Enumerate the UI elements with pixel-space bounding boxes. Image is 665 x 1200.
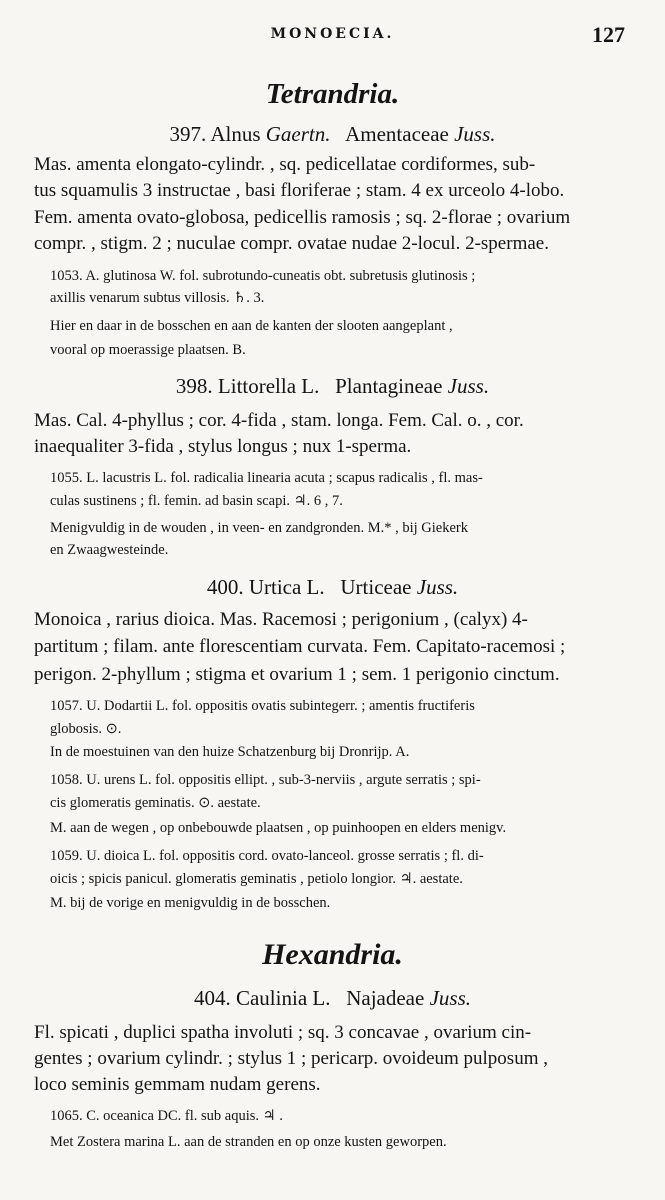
genus-number: 404. [193,986,231,1010]
genus-number: 398. [175,374,213,398]
species-entry-line: 1055. L. lacustris L. fol. radicalia linearia acuta ; scapus radicalis , fl. mas- [50,470,483,486]
genus-description-line: partitum ; filam. ante florescentiam curvata. Fem. Capitato-racemosi ; [34,636,566,657]
species-entry-line: 1059. U. dioica L. fol. oppositis cord. ovato-lanceol. grosse serratis ; fl. di- [50,848,484,864]
species-entry-line: oicis ; spicis panicul. glomeratis geminatis , petiolo longior. ♃. aestate. [50,871,463,887]
genus-description-line: Fem. amenta ovato-globosa, pedicellis ramosis ; sq. 2-florae ; ovarium [34,207,571,228]
species-entry-line: 1057. U. Dodartii L. fol. oppositis ovatis subintegerr. ; amentis fructiferis [50,698,475,714]
genus-heading-littorella [0,374,665,399]
genus-name: Littorella L. [217,374,320,398]
species-entry-line: globosis. ⊙. [50,721,122,737]
species-entry-line: culas sustinens ; fl. femin. ad basin scapi. ♃. 6 , 7. [50,493,343,509]
genus-description-line: inaequaliter 3-fida , stylus longus ; nux 1-sperma. [34,436,412,457]
species-entry-line: 1053. A. glutinosa W. fol. subrotundo-cuneatis obt. subretusis glutinosis ; [50,268,476,284]
genus-description-line: Monoica , rarius dioica. Mas. Racemosi ; perigonium , (calyx) 4- [34,609,528,630]
genus-number: 397. [169,122,207,146]
genus-name: Urtica L. [248,575,325,599]
genus-name: Caulinia L. [235,986,331,1010]
species-locality-line: Met Zostera marina L. aan de stranden en op onze kusten geworpen. [50,1134,447,1150]
genus-author: Gaertn. [265,122,331,146]
genus-description-line: compr. , stigm. 2 ; nuculae compr. ovatae nudae 2-locul. 2-spermae. [34,233,549,254]
genus-heading-caulinia [0,986,665,1011]
family-name: Urticeae [340,575,412,599]
genus-description-line: Mas. Cal. 4-phyllus ; cor. 4-fida , stam. longa. Fem. Cal. o. , cor. [34,410,524,431]
species-entry-line: cis glomeratis geminatis. ⊙. aestate. [50,795,261,811]
running-title: MONOECIA. [270,26,395,42]
family-author: Juss. [447,374,490,398]
genus-description-line: Mas. amenta elongato-cylindr. , sq. pedicellatae cordiformes, sub- [34,154,536,175]
page-number: 127 [592,22,625,47]
genus-heading-urtica [0,575,665,600]
species-entry-line: axillis venarum subtus villosis. ♄. 3. [50,290,265,306]
genus-description-line: loco seminis gemmam nudam gerens. [34,1074,321,1095]
genus-description-line: gentes ; ovarium cylindr. ; stylus 1 ; pericarp. ovoideum pulposum , [34,1048,548,1069]
species-locality-line: M. aan de wegen , op onbebouwde plaatsen , op puinhoopen en elders menigv. [50,820,507,836]
species-locality-line: Menigvuldig in de wouden , in veen- en zandgronden. M.* , bij Giekerk [50,520,468,536]
family-name: Amentaceae [345,122,449,146]
species-locality-line: In de moestuinen van den huize Schatzenburg bij Dronrijp. A. [50,744,410,760]
genus-heading-alnus [0,122,665,147]
section-heading-tetrandria: Tetrandria. [265,78,400,110]
species-locality-line: vooral op moerassige plaatsen. B. [50,342,246,358]
species-locality-line: en Zwaagwesteinde. [50,542,169,558]
genus-number: 400. [206,575,244,599]
genus-description-line: Fl. spicati , duplici spatha involuti ; sq. 3 concavae , ovarium cin- [34,1022,532,1043]
section-heading-hexandria: Hexandria. [262,938,403,971]
genus-name: Alnus [210,122,261,146]
family-author: Juss. [416,575,459,599]
species-entry-line: 1065. C. oceanica DC. fl. sub aquis. ♃ . [50,1108,283,1124]
family-name: Plantagineae [335,374,443,398]
species-entry-line: 1058. U. urens L. fol. oppositis ellipt. , sub-3-nerviis , argute serratis ; spi- [50,772,481,788]
genus-description-line: tus squamulis 3 instructae , basi floriferae ; stam. 4 ex urceolo 4-lobo. [34,180,565,201]
family-author: Juss. [454,122,496,146]
genus-description-line: perigon. 2-phyllum ; stigma et ovarium 1 ; sem. 1 perigonio cinctum. [34,664,560,685]
species-locality-line: Hier en daar in de bosschen en aan de kanten der slooten aangeplant , [50,318,453,334]
family-name: Najadeae [346,986,425,1010]
species-locality-line: M. bij de vorige en menigvuldig in de bosschen. [50,895,331,911]
family-author: Juss. [429,986,471,1010]
